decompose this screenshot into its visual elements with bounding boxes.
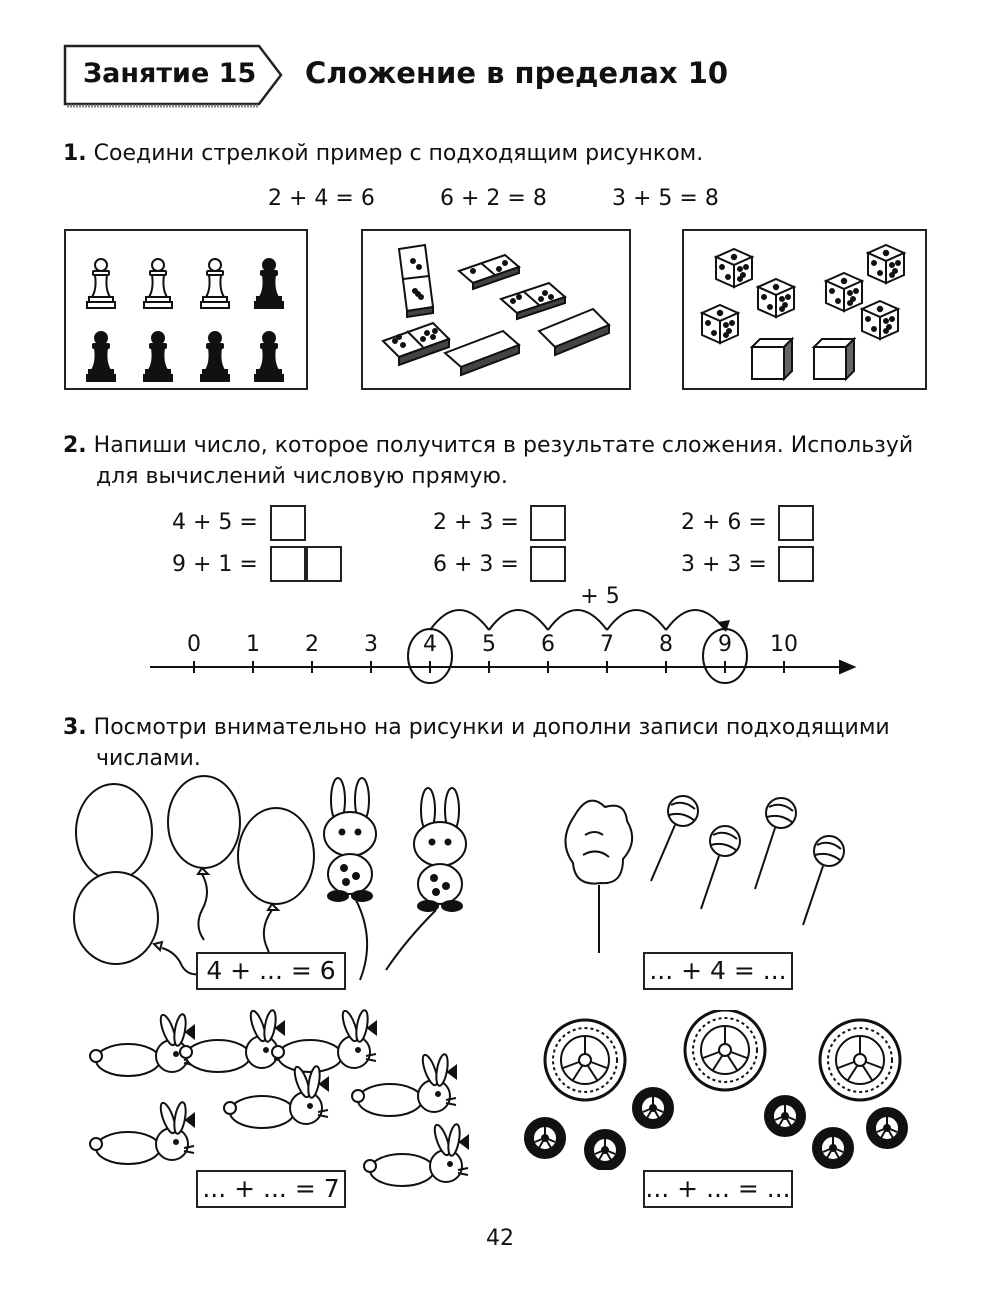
page-title: Сложение в пределах 10 [305, 56, 729, 90]
task-1-instruction [63, 138, 703, 169]
lollipop-icon [755, 798, 796, 889]
big-wheel-icon [545, 1020, 625, 1100]
die-icon [862, 301, 898, 339]
task-3-number: 3. [63, 715, 87, 740]
rabbit-icon [180, 1009, 284, 1072]
example-expression: 4 + 5 = [172, 510, 258, 535]
black-pawn-icon [255, 332, 283, 381]
cube-icon [752, 339, 792, 379]
tick-label: 0 [187, 632, 201, 657]
small-wheel-icon [525, 1118, 565, 1158]
picture-chess-pawns[interactable] [64, 229, 308, 390]
balloon-icon [168, 776, 240, 940]
white-pawn-icon [87, 259, 115, 308]
number-line [140, 580, 860, 690]
task-2-text-line-1: Напиши число, которое получится в результате сложения. Используй [93, 433, 914, 458]
task-1-equation-3: 3 + 5 = 8 [612, 186, 719, 211]
picture-wheels [515, 1010, 920, 1170]
tick-label: 5 [482, 632, 496, 657]
task-3-text-line-2: числами. [96, 746, 201, 771]
rabbit-icon [90, 1013, 194, 1076]
task-2-text-line-2: для вычислений числовую прямую. [96, 464, 508, 489]
black-pawn-icon [87, 332, 115, 381]
jump-label: + 5 [580, 584, 620, 609]
black-pawn-icon [255, 259, 283, 308]
big-wheel-icon [685, 1010, 765, 1090]
small-wheel-icon [585, 1130, 625, 1170]
small-wheel-icon [867, 1108, 907, 1148]
tick-label: 7 [600, 632, 614, 657]
page-number: 42 [486, 1226, 514, 1251]
lollipop-icon [701, 826, 740, 909]
rabbit-icon [364, 1123, 468, 1186]
domino-icon [445, 331, 519, 375]
task-2-number: 2. [63, 433, 87, 458]
black-pawn-icon [144, 332, 172, 381]
die-icon [826, 273, 862, 311]
tick-label: 9 [718, 632, 732, 657]
domino-icon [539, 309, 609, 355]
example-expression: 2 + 6 = [681, 510, 767, 535]
lollipop-icon [803, 836, 844, 925]
task-3-instruction [63, 712, 890, 774]
example-expression: 3 + 3 = [681, 552, 767, 577]
answer-box[interactable] [778, 546, 814, 582]
tick-label: 8 [659, 632, 673, 657]
number-line-arrowhead [840, 661, 854, 673]
cube-icon [814, 339, 854, 379]
answer-box[interactable]: ... + 4 = ... [643, 952, 793, 990]
tick-label: 6 [541, 632, 555, 657]
lollipop-icon [651, 796, 698, 881]
answer-box-tens[interactable] [270, 546, 306, 582]
answer-box-ones[interactable] [306, 546, 342, 582]
domino-icon [399, 245, 433, 317]
white-pawn-icon [144, 259, 172, 308]
answer-box[interactable] [270, 505, 306, 541]
task-1-equation-1: 2 + 4 = 6 [268, 186, 375, 211]
rabbit-icon [272, 1009, 376, 1072]
picture-sweets [555, 785, 855, 955]
lesson-tag [63, 44, 283, 106]
rabbit-icon [224, 1065, 328, 1128]
black-pawn-icon [201, 332, 229, 381]
rabbit-icon [90, 1101, 194, 1164]
picture-dominoes[interactable] [361, 229, 631, 390]
number-line-jumps [430, 610, 730, 632]
bunny-icon [324, 778, 376, 980]
tick-label: 10 [770, 632, 798, 657]
die-icon [868, 245, 904, 283]
domino-icon [459, 255, 519, 289]
picture-dice[interactable] [682, 229, 927, 390]
balloon-icon [74, 872, 200, 974]
small-wheel-icon [813, 1128, 853, 1168]
big-wheel-icon [820, 1020, 900, 1100]
lesson-label: Занятие 15 [83, 58, 257, 89]
tick-label: 2 [305, 632, 319, 657]
tick-label: 3 [364, 632, 378, 657]
small-wheel-icon [765, 1096, 805, 1136]
task-2-instruction [63, 430, 913, 492]
white-pawn-icon [201, 259, 229, 308]
answer-box[interactable] [530, 505, 566, 541]
answer-box[interactable] [530, 546, 566, 582]
domino-icon [501, 283, 565, 319]
answer-box[interactable]: ... + ... = 7 [196, 1170, 346, 1208]
bunny-icon [386, 788, 466, 970]
rabbit-icon [352, 1053, 456, 1116]
die-icon [716, 249, 752, 287]
small-wheel-icon [633, 1088, 673, 1128]
task-1-equation-2: 6 + 2 = 8 [440, 186, 547, 211]
tick-label: 1 [246, 632, 260, 657]
die-icon [702, 305, 738, 343]
example-expression: 6 + 3 = [433, 552, 519, 577]
answer-box[interactable]: 4 + ... = 6 [196, 952, 346, 990]
answer-box[interactable] [778, 505, 814, 541]
example-expression: 9 + 1 = [172, 552, 258, 577]
task-1-number: 1. [63, 141, 87, 166]
cotton-candy-icon [565, 801, 632, 953]
task-3-text-line-1: Посмотри внимательно на рисунки и дополни записи подходящими [93, 715, 890, 740]
die-icon [758, 279, 794, 317]
task-1-text: Соедини стрелкой пример с подходящим рисунком. [93, 141, 704, 166]
domino-icon [383, 323, 449, 365]
example-expression: 2 + 3 = [433, 510, 519, 535]
answer-box[interactable]: ... + ... = ... [643, 1170, 793, 1208]
tick-label: 4 [423, 632, 437, 657]
